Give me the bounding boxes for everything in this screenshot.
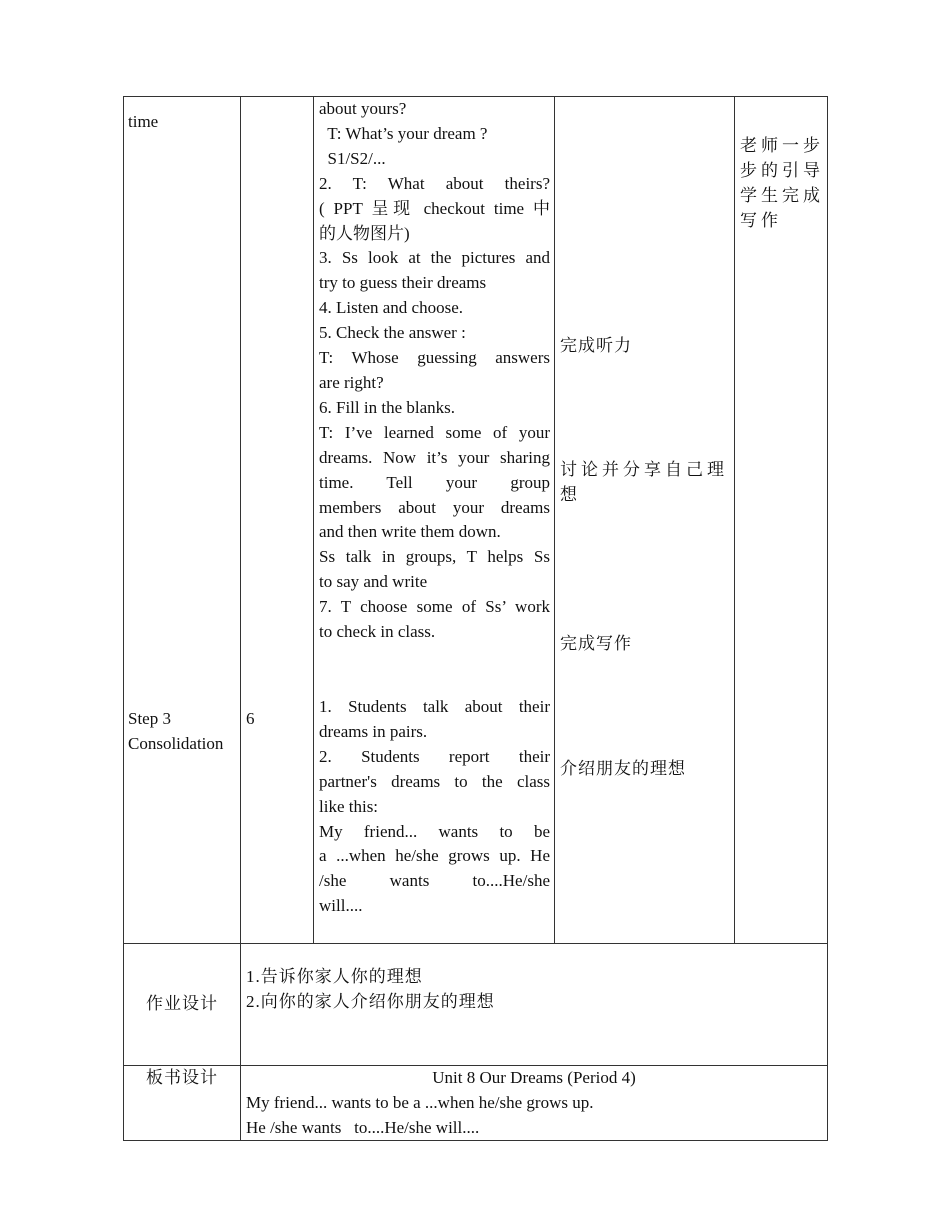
- student-activity-listen: 完成听力: [560, 336, 632, 355]
- activity-line: dreams in pairs.: [319, 721, 428, 741]
- consolidation-activities: [319, 695, 550, 919]
- activity-line: 的人物图片): [319, 223, 410, 243]
- design-intent-line: 步的引导: [740, 160, 824, 180]
- table-border-right: [827, 96, 828, 1141]
- activity-line: to say and write: [319, 572, 428, 592]
- table-border-left: [123, 96, 124, 1141]
- activity-line: Ss talk in groups, T helps Ss: [319, 547, 550, 567]
- activity-line: ( PPT 呈现 checkout time 中: [319, 198, 550, 218]
- activity-line: 4. Listen and choose.: [319, 298, 463, 318]
- student-activity-discuss: [560, 458, 732, 508]
- homework-label: 作业设计: [146, 994, 218, 1013]
- activity-line: T: I’ve learned some of your: [319, 422, 550, 442]
- activity-line: 6. Fill in the blanks.: [319, 397, 455, 417]
- homework-item: 1.告诉你家人你的理想: [246, 967, 423, 986]
- activity-line: 2. T: What about theirs?: [319, 173, 550, 193]
- student-activity-write: 完成写作: [560, 634, 632, 653]
- activity-line: My friend... wants to be: [319, 821, 550, 841]
- activity-line: and then write them down.: [319, 522, 501, 542]
- activity-line: 1. Students talk about their: [319, 697, 550, 716]
- activity-line: members about your dreams: [319, 497, 550, 517]
- activity-line: 2. Students report their: [319, 746, 550, 766]
- design-intent-line: 老师一步: [740, 136, 824, 155]
- col-divider-4: [734, 96, 735, 944]
- teacher-activities: [319, 97, 550, 645]
- activity-line: S1/S2/...: [319, 148, 386, 168]
- step3-number: Step 3: [128, 709, 171, 728]
- activity-line: to check in class.: [319, 622, 436, 642]
- activity-line: a ...when he/she grows up. He: [319, 846, 550, 866]
- discuss-line: 想: [560, 484, 581, 504]
- activity-line: about yours?: [319, 99, 407, 118]
- activity-line: try to guess their dreams: [319, 273, 487, 293]
- activity-line: partner's dreams to the class: [319, 771, 550, 791]
- design-intent: [740, 134, 826, 234]
- activity-line: T: What’s your dream ?: [319, 123, 488, 143]
- step3-minutes: 6: [246, 709, 255, 728]
- step3-title: Consolidation: [128, 733, 224, 753]
- col-divider-1: [240, 96, 241, 1141]
- board-line: My friend... wants to be a ...when he/she grows up.: [246, 1093, 594, 1112]
- activity-line: are right?: [319, 372, 384, 392]
- activity-line: like this:: [319, 796, 379, 816]
- activity-line: will....: [319, 896, 363, 916]
- activity-line: /she wants to....He/she: [319, 871, 550, 891]
- board-design-title: Unit 8 Our Dreams (Period 4): [432, 1068, 636, 1087]
- col-divider-3: [554, 96, 555, 944]
- board-design-label: 板书设计: [146, 1068, 218, 1087]
- step-time-label: time: [128, 112, 159, 131]
- activity-line: dreams. Now it’s your sharing: [319, 447, 550, 467]
- board-design-lines: [246, 1091, 594, 1141]
- activity-line: 3. Ss look at the pictures and: [319, 248, 550, 268]
- board-line: He /she wants to....He/she will....: [246, 1117, 480, 1137]
- homework-items: [246, 965, 495, 1015]
- student-activity-introduce: 介绍朋友的理想: [560, 759, 686, 778]
- design-intent-line: 写作: [740, 210, 782, 230]
- homework-item: 2.向你的家人介绍你朋友的理想: [246, 991, 495, 1011]
- discuss-line: 讨论并分享自己理: [560, 460, 728, 479]
- col-divider-2: [313, 96, 314, 944]
- activity-line: T: Whose guessing answers: [319, 348, 550, 368]
- row-divider-homework: [123, 943, 828, 944]
- activity-line: time. Tell your group: [319, 472, 550, 492]
- activity-line: 5. Check the answer :: [319, 323, 466, 343]
- activity-line: 7. T choose some of Ss’ work: [319, 597, 550, 617]
- design-intent-line: 学生完成: [740, 185, 824, 205]
- step3-label: [128, 707, 223, 757]
